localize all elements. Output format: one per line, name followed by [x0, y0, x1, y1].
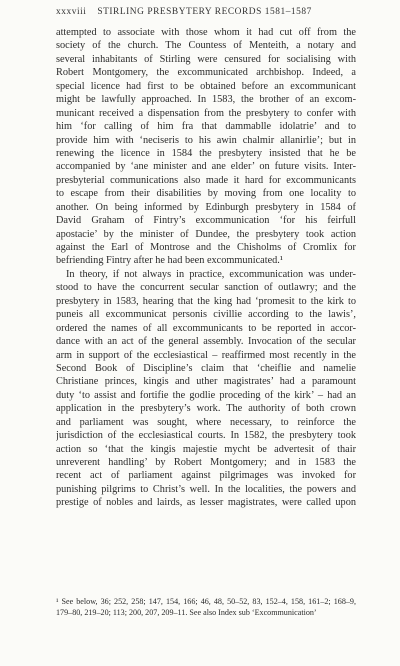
text-line: recent act of parliament against pilgrimages was invoked for [56, 470, 356, 482]
text-line: and parliament was sought, where necessary, to reinforce the [56, 416, 356, 428]
text-line: presbytery in 1583, hearing that the king had ‘promesit to the kirk to [56, 295, 356, 307]
text-line: attempted to associate with those whom it had cut off from the [56, 27, 356, 38]
text-line: him ‘for calling of him fra that dammablle idolatrie’ and to [56, 121, 356, 133]
paragraph-start-line: In theory, if not always in practice, excommunication was under- [66, 268, 356, 280]
text-line: duty ‘to assist and fortifie the godlie proceding of the kirk’ – had an [56, 389, 356, 401]
text-line: puneis all excommunicat personis civillie according to the lawis’, [56, 309, 356, 321]
text-line: society of the church. The Countess of Menteith, a notary and [56, 40, 356, 52]
page-number: xxxviii [56, 7, 87, 17]
main-text [56, 26, 356, 510]
text-line: David Graham of Fintry’s excommunication ‘for his feirfull [56, 215, 356, 227]
running-title: STIRLING PRESBYTERY RECORDS 1581–1587 [97, 7, 312, 17]
text-line: might be lawfully approached. In 1583, the brother of an excom- [56, 94, 356, 106]
text-line: arm in support of the ecclesiastical – reaffirmed most recently in the [56, 349, 356, 361]
text-line: application in the presbytery’s work. The authority of both crown [56, 403, 356, 415]
text-line: action so ‘that the kingis majestie mycht be advertesit of thair [56, 443, 356, 455]
text-line: against the Earl of Montrose and the Chisholms of Cromlix for [56, 242, 356, 253]
text-line: punishing pilgrims to Christ’s well. In the localities, the powers and [56, 483, 356, 495]
text-line: Robert Montgomery, the excommunicated archbishop. Indeed, a [56, 67, 356, 79]
text-line: another. On being informed by Edinburgh presbytery in 1584 of [56, 201, 356, 213]
footnote-line: 179–80, 219–20; 113; 200, 207, 209–11. See also Index sub ‘Excommunication’ [56, 607, 317, 617]
text-line: accompanied by ‘ane minister and ane elder’ on future visits. Inter- [56, 161, 356, 173]
footnote-line: ¹ See below, 36; 252, 258; 147, 154, 166; 46, 48, 50–52, 83, 152–4, 158, 161–2; 168–9, [56, 597, 356, 606]
text-line: ordered the names of all excommunicants to be reported in accor- [56, 322, 356, 334]
text-line: to escape from their disabilities by moving from one locality to [56, 188, 356, 200]
text-line: apostacie’ by the minister of Dundee, the presbytery took action [56, 228, 356, 240]
text-line: municant received a dispensation from the presbytery to confer with [56, 107, 356, 119]
text-line: dance with an act of the general assembly. Invocation of the secular [56, 336, 356, 348]
text-line: presbyterial communications also made it hard for excommunicants [56, 174, 356, 186]
running-header [56, 6, 356, 18]
text-line: special licence had first to be obtained before an excommunicant [56, 80, 356, 92]
paragraph-end-line: befriending Fintry after he had been excommunicated.¹ [56, 255, 283, 267]
text-line: provide him with ‘neciseris to his awin chalmir allanirlie’; but in [56, 134, 356, 146]
text-line: Second Book of Discipline’s claim that ‘cheiflie and namelie [56, 362, 356, 374]
text-line: renewing the licence in 1584 the presbytery insisted that he be [56, 147, 356, 159]
text-line: unreverent handling’ by Robert Montgomery; and in 1583 the [56, 457, 356, 468]
text-line: prestige of nobles and lairds, as lesser magistrates, were called upon [56, 497, 356, 509]
text-line: jurisdiction of the ecclesiastical courts. In 1582, the presbytery took [56, 430, 356, 442]
footnotes [56, 597, 356, 618]
text-line: stood to have the concurrent secular sanction of outlawry; and the [56, 282, 356, 294]
text-line: several inhabitants of Stirling were censured for socialising with [56, 53, 356, 65]
text-line: Christiane princes, kingis and uther magistrates’ had a paramount [56, 376, 356, 388]
